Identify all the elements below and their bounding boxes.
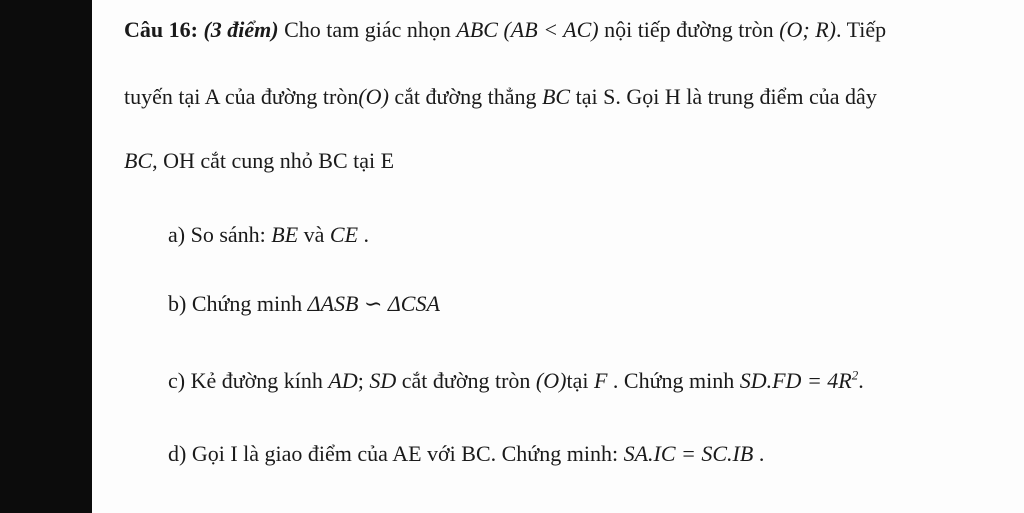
part-d: d) Gọi I là giao điểm của AE với BC. Chứng minh: SA.IC = SC.IB .	[168, 441, 765, 466]
left-dark-margin	[0, 0, 92, 513]
question-label: Câu 16:	[124, 17, 198, 42]
part-c: c) Kẻ đường kính AD; SD cắt đường tròn (O)tại F . Chứng minh $SD.FD = 4R^2$.	[168, 367, 864, 393]
question-line-2: tuyến tại A của đường tròn(O) cắt đường thẳng BC tại S. Gọi H là trung điểm của dây	[124, 84, 877, 109]
document-page	[92, 0, 1024, 513]
question-points: (3 điểm)	[203, 17, 279, 42]
part-b: b) Chứng minh ΔASB ∽ ΔCSA	[168, 291, 440, 316]
part-a: a) So sánh: BE và CE .	[168, 222, 370, 247]
question-line-1: Câu 16: (3 điểm) Cho tam giác nhọn ABC (AB < AC) nội tiếp đường tròn (O; R). Tiếp	[124, 17, 887, 42]
question-line-3: BC, OH cắt cung nhỏ BC tại E	[124, 148, 395, 173]
